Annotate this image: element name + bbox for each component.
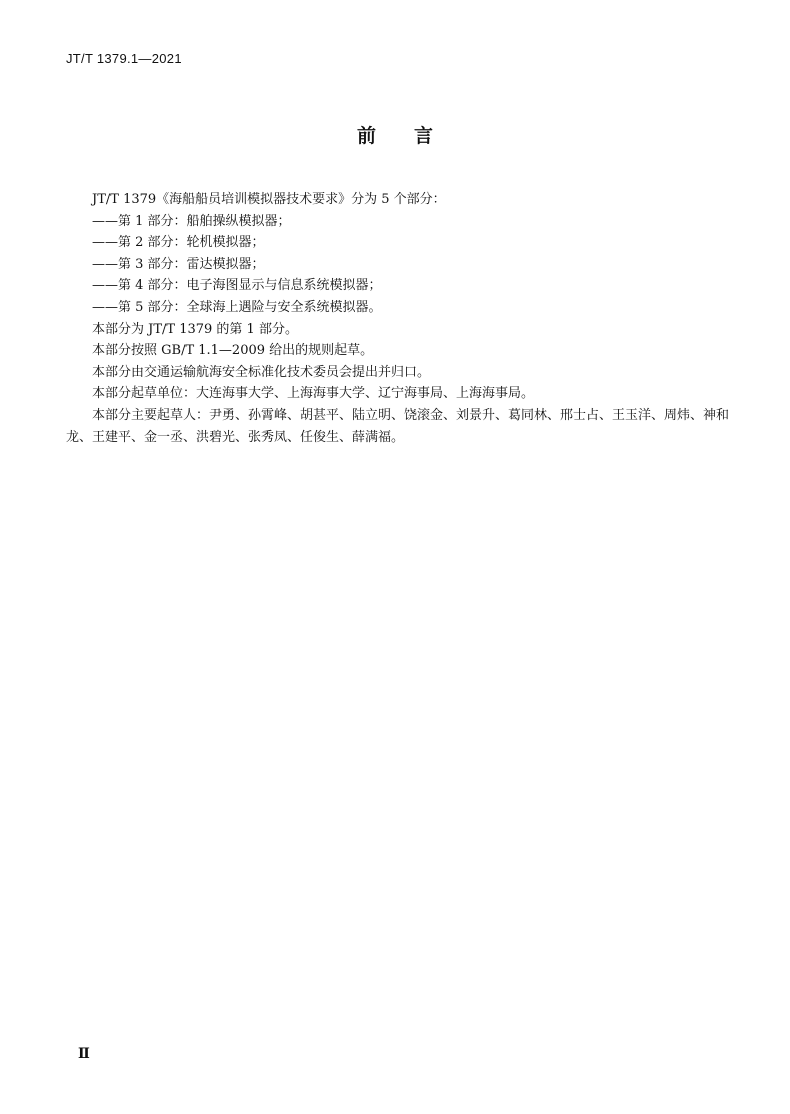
paragraph-drafting-units: 本部分起草单位：大连海事大学、上海海事大学、辽宁海事局、上海海事局。 [92,386,535,402]
list-item-part-2: ——第 2 部分：轮机模拟器； [92,235,265,251]
page-title: 前 言 [356,125,433,147]
list-item-part-4: ——第 4 部分：电子海图显示与信息系统模拟器； [92,278,382,294]
paragraph-part-statement: 本部分为 JT/T 1379 的第 1 部分。 [92,321,298,337]
list-item-part-3: ——第 3 部分：雷达模拟器； [92,256,265,272]
foreword-body [66,189,730,448]
paragraph-drafters: 本部分主要起草人：尹勇、孙霄峰、胡甚平、陆立明、饶滚金、刘景升、葛同林、邢士占、王玉洋、周炜、神和龙、王建平、金一丞、洪碧光、张秀凤、任俊生、薛满福。 [66,407,730,445]
list-item-part-1: ——第 1 部分：船舶操纵模拟器； [92,213,291,229]
paragraph-proposer: 本部分由交通运输航海安全标准化技术委员会提出并归口。 [92,364,431,380]
document-code: JT/T 1379.1—2021 [66,51,182,66]
paragraph-intro: JT/T 1379《海船船员培训模拟器技术要求》分为 5 个部分： [92,192,446,207]
page-number: Ⅱ [78,1046,90,1062]
paragraph-drafting-rules: 本部分按照 GB/T 1.1—2009 给出的规则起草。 [92,343,374,359]
list-item-part-5: ——第 5 部分：全球海上遇险与安全系统模拟器。 [92,299,382,315]
